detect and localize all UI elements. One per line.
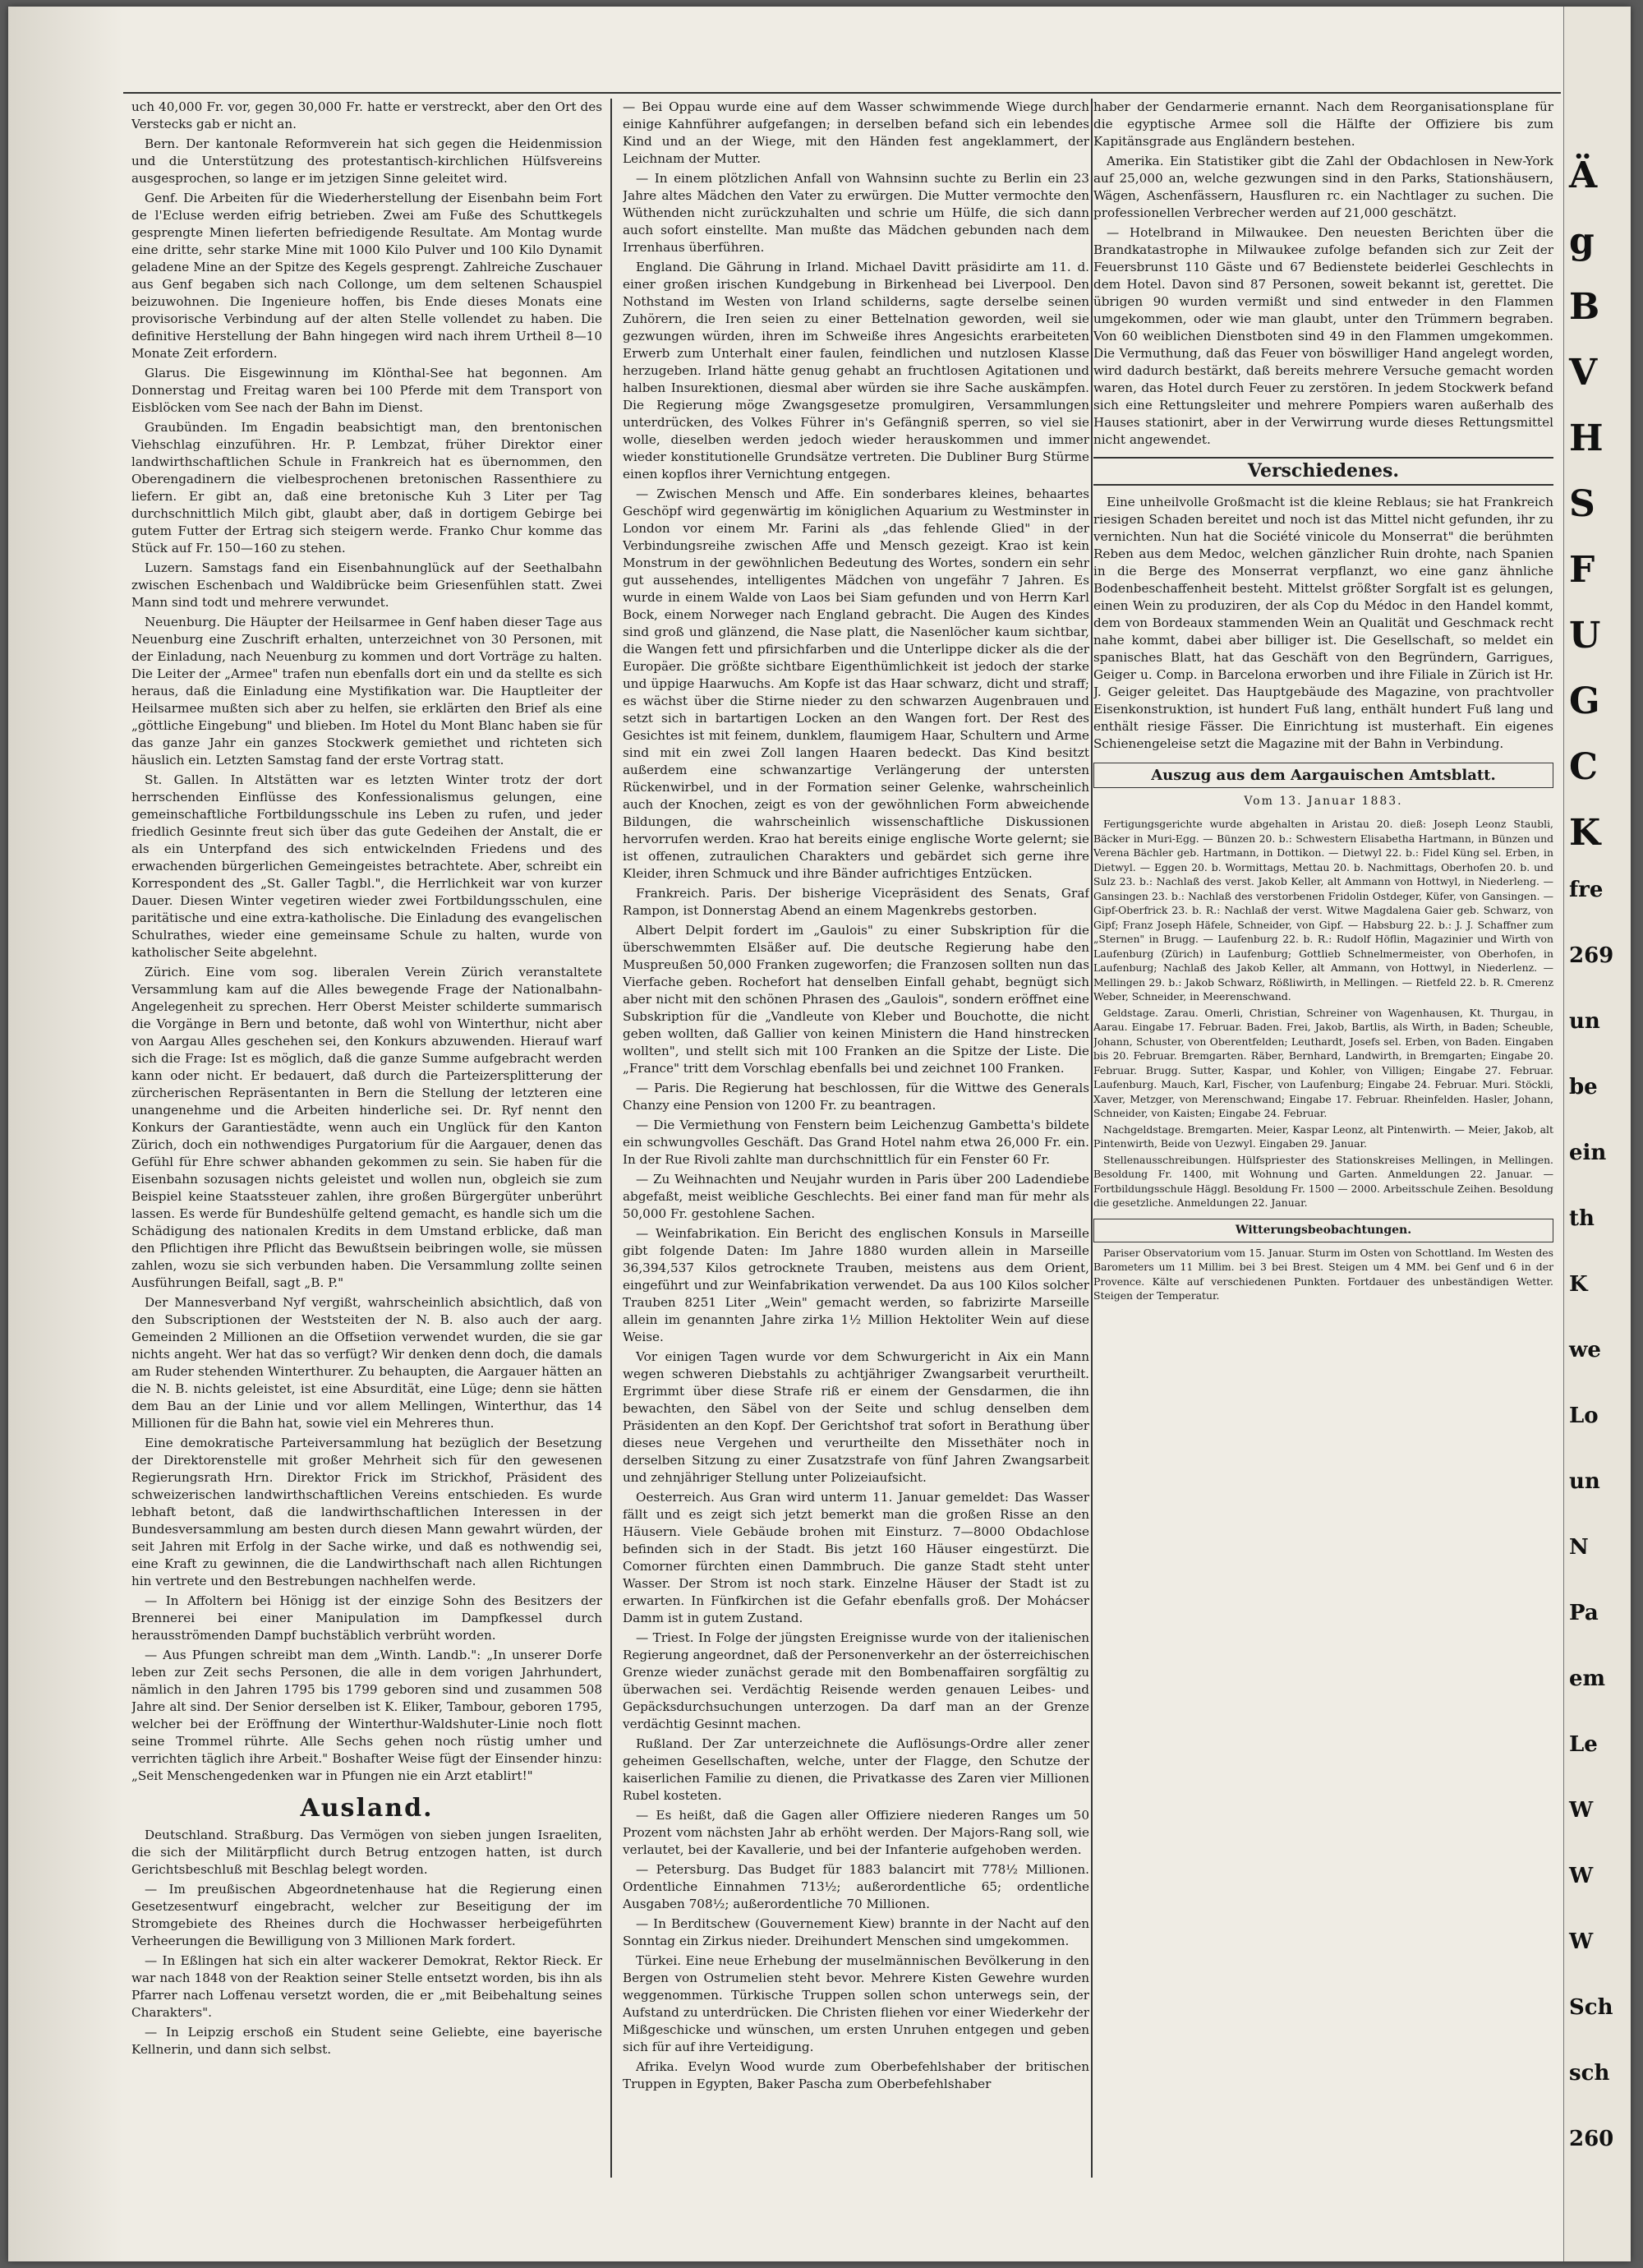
section-heading-ausland: Ausland.: [300, 1794, 434, 1823]
article-paragraph: — In Leipzig erschoß ein Student seine Geliebte, eine bayerische Kellnerin, und dann sich selbst.: [131, 2025, 602, 2057]
strip-fragment: ein: [1569, 1141, 1607, 1165]
strip-fragment: Le: [1569, 1732, 1598, 1757]
article-paragraph: — Petersburg. Das Budget für 1883 balancirt mit 778½ Millionen. Ordentliche Einnahmen 713½; außerordentliche 65; ordentliche Ausgaben 708½; außerordentliche 70 Millionen.: [623, 1862, 1089, 1911]
article-paragraph: Amerika. Ein Statistiker gibt die Zahl der Obdachlosen in New-York auf 25,000 an, welche gezwungen sind in den Parks, Stationshäusern, Wägen, Aschenfässern, Hausfluren rc. ein Nachtlager zu suchen. Die professionellen Verbrecher werden auf 21,000 geschätzt.: [1093, 154, 1553, 220]
article-paragraph: — In Eßlingen hat sich ein alter wackerer Demokrat, Rektor Rieck. Er war nach 1848 von der Reaktion seiner Stelle entsetzt worden, bis ihn als Pfarrer nach Loffenau versetzt worden, die er „mit Beibehaltung seines Charakters".: [131, 1953, 602, 2020]
official-gazette-heading: Auszug aus dem Aargauischen Amtsblatt.: [1093, 763, 1553, 788]
article-paragraph: — Bei Oppau wurde eine auf dem Wasser schwimmende Wiege durch einige Kahnführer aufgefangen; in derselben befand sich ein lebendes Kind und an der Wiege, mit den Händen fest angeklammert, der Leichnam der Mutter.: [623, 99, 1089, 166]
article-paragraph: Bern. Der kantonale Reformverein hat sich gegen die Heidenmission und die Unterstützung des protestantisch-kirchlichen Hülfsvereins ausgesprochen, so lange er im jetzigen Sinne geleitet wird.: [131, 136, 602, 186]
article-paragraph: Albert Delpit fordert im „Gaulois" zu einer Subskription für die überschwemmten Elsäßer auf. Die deutsche Regierung habe den Muspreußen 50,000 Franken zugeworfen; die Franzosen sollten nun das Vierfache geben. Rochefort hat denselben Einfall gehabt, begnügt sich aber nicht mit den schönen Phrasen des „Gaulois", sondern eröffnet eine Subskription für die „Vandleute von Kleber und Bouchotte, die nicht geben wollten, daß Gallier von keinen Ministern die Hand hinstrecken wollten", und stellt sich mit 100 Franken an die Spitze der Liste. Die „France" tritt dem Vorschlag ebenfalls bei und zeichnet 100 Franken.: [623, 923, 1089, 1076]
strip-fragment: Ä: [1569, 154, 1598, 196]
strip-fragment: W: [1569, 1929, 1594, 1954]
strip-fragment: Sch: [1569, 1995, 1613, 2020]
article-paragraph: — In Berditschew (Gouvernement Kiew) brannte in der Nacht auf den Sonntag ein Zirkus nieder. Dreihundert Menschen sind umgekommen.: [623, 1916, 1089, 1948]
top-rule: [123, 92, 1561, 94]
newspaper-page: [8, 7, 1631, 2261]
article-paragraph: Zürich. Eine vom sog. liberalen Verein Zürich veranstaltete Versammlung kam auf die Alles bewegende Frage der Nationalbahn-Angelegenheit zu sprechen. Herr Oberst Meister schilderte summarisch die Vorgänge in Bern und betonte, daß wohl von Winterthur, nicht aber von Aargau Alles geschehen sei, den Konkurs abzuwenden. Hierauf warf sich die Frage: Ist es möglich, daß die ganze Summe aufgebracht werden kann oder nicht. Er bedauert, daß durch die Parteizersplitterung der zürcherischen Repräsentanten in Bern die Stellung der letzteren eine unangenehme und die Arbeiten hinderliche sei. Dr. Ryf nennt den Konkurs der Garantiestädte, wenn auch ein Unglück für den Kanton Zürich, doch ein nothwendiges Purgatorium für die Aargauer, denen das Gefühl für Ehre schwer abhanden gekommen zu sein. Sie haben für die Eisenbahn sozusagen nichts geleistet und wollen nun, obgleich sie zum Beispiel keine Staatssteuer zahlen, ihre großen Bürgergüter unberührt lassen. Es werde für Bundeshülfe geltend gemacht, es handle sich um die Schädigung des nationalen Kredits in dem Umstand erblicke, daß man den Pflichtigen ihre Pflicht das Bewußtsein beibringen wolle, sie müssen zahlen, wozu sie sich verbunden haben. Die Versammlung zollte seinen Ausführungen Beifall, sagt „B. P.": [131, 965, 602, 1290]
article-paragraph: — Weinfabrikation. Ein Bericht des englischen Konsuls in Marseille gibt folgende Daten: Im Jahre 1880 wurden allein in Marseille 36,394,537 Kilos getrocknete Trauben, meistens aus dem Orient, eingeführt und zur Weinfabrikation verwendet. Da aus 100 Kilos solcher Trauben 8251 Liter „Wein" gemacht werden, so fabrizirte Marseille allein im genannten Jahre zirka 1½ Million Hektoliter Wein auf diese Weise.: [623, 1226, 1089, 1344]
article-paragraph: Stellenausschreibungen. Hülfspriester des Stationskreises Mellingen, in Mellingen. Besoldung Fr. 1400, mit Wohnung und Garten. Anmeldungen 22. Januar. — Fortbildungsschule Häggl. Besoldung Fr. 1500 — 2000. Arbeitsschule Zeihen. Besoldung die gesetzliche. Anmeldungen 22. Januar.: [1093, 1153, 1553, 1209]
article-paragraph: — Triest. In Folge der jüngsten Ereignisse wurde von der italienischen Regierung angeordnet, daß der Personenverkehr an der österreichischen Grenze wieder zunächst gerade mit den Bombenaffairen sorgfältig zu überwachen sei. Verdächtig Reisende werden genauen Leibes- und Gepäcksdurchsuchungen unterzogen. Da darf man an der Grenze verdächtig Gesinnt machen.: [623, 1630, 1089, 1731]
weather-heading: Witterungsbeobachtungen.: [1093, 1219, 1553, 1242]
strip-fragment: K: [1569, 1272, 1588, 1297]
article-paragraph: — In einem plötzlichen Anfall von Wahnsinn suchte zu Berlin ein 23 Jahre altes Mädchen den Vater zu erwürgen. Die Mutter vermochte den Wüthenden nicht zurückzuhalten und schrie um Hülfe, die sich dann auch sofort einstellte. Man mußte das Mädchen gebunden nach dem Irrenhaus überführen.: [623, 171, 1089, 255]
article-paragraph: — In Affoltern bei Hönigg ist der einzige Sohn des Besitzers der Brennerei bei einer Manipulation im Dampfkessel durch herausströmenden Dampf buchstäblich verbrüht worden.: [131, 1593, 602, 1643]
strip-fragment: un: [1569, 1469, 1600, 1494]
article-paragraph: Fertigungsgerichte wurde abgehalten in Aristau 20. dieß: Joseph Leonz Staubli, Bäcker in Muri-Egg. — Bünzen 20. b.: Schwestern Elisabetha Hartmann, in Bünzen und Verena Bächler geb. Hartmann, in Dottikon. — Dietwyl 22. b.: Fidel Küng sel. Erben, in Dietwyl. — Eggen 20. b. Wormittags, Mettau 20. b. Nachmittags, Oberhofen 20. b. und Sulz 23. b.: Nachlaß des verst. Jakob Keller, alt Ammann von Hottwyl, in Niederleng. — Gansingen 23. b.: Nachlaß des verstorbenen Fridolin Ostdeger, Küfer, von Gansingen. — Gipf-Oberfrick 23. b. R.: Nachlaß der verst. Witwe Magdalena Gaier geb. Schwarz, von Gipf; Franz Joseph Häfele, Schneider, von Gipf. — Habsburg 22. b.: J. J. Schaffner zum „Sternen" in Brugg. — Laufenburg 22. b. R.: Rudolf Höflin, Magazinier und Wirth von Laufenburg (Zürich) in Laufenburg; Gottlieb Schnelmermeister, von Oberhofen, in Laufenburg; Nachlaß des Jakob Keller, alt Ammann, von Hottwyl, in Niederlenz. — Mellingen 29. b.: Jakob Schwarz, Rößliwirth, in Mellingen. — Rietfeld 22. b. R. Cmerenz Weber, Schneider, in Meerenschwand.: [1093, 818, 1553, 1003]
strip-fragment: N: [1569, 1535, 1589, 1560]
strip-fragment: un: [1569, 1009, 1600, 1034]
strip-fragment: W: [1569, 1798, 1594, 1823]
strip-fragment: th: [1569, 1206, 1595, 1231]
strip-fragment: V: [1569, 352, 1598, 394]
article-paragraph: Eine unheilvolle Großmacht ist die kleine Reblaus; sie hat Frankreich riesigen Schaden bereitet und noch ist das Mittel nicht gefunden, ihr zu vernichten. Nun hat die Société vinicole du Monserrat" die berühmten Reben aus dem Medoc, welchen gänzlicher Ruin drohte, nach Spanien in die Berge des Monserrat verpflanzt, wo eine ganz ähnliche Bodenbeschaffenheit besteht. Mittelst größter Sorgfalt ist es gelungen, einen Wein zu produziren, der als Cop du Médoc in den Handel kommt, dem von Bordeaux stammenden Wein an Qualität und Geschmack recht nahe kommt, dabei aber billiger ist. Die Gesellschaft, so meldet ein spanisches Blatt, hat das Geschäft von den Begründern, Garrigues, Geiger u. Comp. in Barcelona erworben und ihre Filiale in Zürich ist Hr. J. Geiger geleitet. Das Hauptgebäude des Magazine, von prachtvoller Eisenkonstruktion, ist hundert Fuß lang, enthält hundert Fuß lang und enthält riesige Fässer. Die Einrichtung ist musterhaft. Ein eigenes Schienengeleise setzt die Magazine mit der Bahn in Verbindung.: [1093, 495, 1553, 751]
article-paragraph: Türkei. Eine neue Erhebung der muselmännischen Bevölkerung in den Bergen von Ostrumelien steht bevor. Mehrere Kisten Gewehre wurden weggenommen. Türkische Truppen sollen schon unterwegs sein, der Aufstand zu unterdrücken. Die Christen fliehen vor einer Wiederkehr der Mißgeschicke und wünschen, um ersten Unruhen entgegen und geben sich für auf ihre Verteidigung.: [623, 1953, 1089, 2054]
strip-fragment: fre: [1569, 878, 1604, 902]
strip-fragment: S: [1569, 483, 1595, 525]
article-paragraph: — Es heißt, daß die Gagen aller Offiziere niederen Ranges um 50 Prozent vom nächsten Jahr ab erhöht werden. Der Majors-Rang soll, wie verlautet, bei der Kavallerie, und bei der Infanterie aufgehoben werden.: [623, 1808, 1089, 1857]
section-heading-verschiedenes: Verschiedenes.: [1093, 457, 1553, 486]
column-2: [623, 99, 1089, 2178]
adjacent-page-strip: [1563, 7, 1631, 2261]
strip-fragment: C: [1569, 746, 1599, 788]
strip-fragment: Pa: [1569, 1601, 1599, 1625]
column-rule: [610, 99, 612, 2178]
article-paragraph: Afrika. Evelyn Wood wurde zum Oberbefehlshaber der britischen Truppen in Egypten, Baker Pascha zum Oberbefehlshaber: [623, 2059, 1089, 2091]
strip-fragment: be: [1569, 1075, 1598, 1099]
weather-body: [1093, 1246, 1553, 1303]
article-paragraph: Frankreich. Paris. Der bisherige Vicepräsident des Senats, Graf Rampon, ist Donnerstag Abend an einem Magenkrebs gestorben.: [623, 886, 1089, 918]
article-paragraph: Eine demokratische Parteiversammlung hat bezüglich der Besetzung der Direktorenstelle mit großer Mehrheit sich für den gewesenen Regierungsrath Hrn. Direktor Frick im Strickhof, Präsident des schweizerischen landwirthschaftlichen Vereins entschieden. Es wurde lebhaft betont, daß die landwirthschaftlichen Interessen in der Bundesversammlung am besten durch diesen Mann gewahrt würden, der seit Jahren mit Erfolg in der Sache wirke, und daß es nothwendig sei, eine Kraft zu gewinnen, die die Landwirthschaft nach allen Richtungen hin vertrete und den Bestrebungen nachhelfen werde.: [131, 1436, 602, 1588]
article-paragraph: Genf. Die Arbeiten für die Wiederherstellung der Eisenbahn beim Fort de l'Ecluse werden eifrig betrieben. Zwei am Fuße des Schuttkegels gesprengte Minen lieferten befriedigende Resultate. Am Montag wurde eine dritte, sehr starke Mine mit 1000 Kilo Pulver und 100 Kilo Dynamit geladene Mine an der Spitze des Kegels gesprengt. Zahlreiche Zuschauer aus Genf begaben sich nach Collonge, um dem seltenen Schauspiel beizuwohnen. Die Ingenieure hoffen, bis Ende dieses Monats eine provisorische Verbindung auf der alten Stelle vollendet zu haben. Die definitive Herstellung der Bahn hingegen wird nach ihrem Urtheil 8—10 Monate Zeit erfordern.: [131, 191, 602, 361]
article-paragraph: uch 40,000 Fr. vor, gegen 30,000 Fr. hatte er verstreckt, aber den Ort des Verstecks gab er nicht an.: [131, 99, 602, 131]
article-paragraph: Pariser Observatorium vom 15. Januar. Sturm im Osten von Schottland. Im Westen des Barometers um 11 Millim. bei 3 bei Brest. Steigen um 4 MM. bei Genf und 6 in der Provence. Kälte auf verschiedenen Punkten. Fortdauer des unbeständigen Wetter. Steigen der Temperatur.: [1093, 1246, 1553, 1302]
strip-fragment: Lo: [1569, 1404, 1599, 1428]
article-paragraph: Der Mannesverband Nyf vergißt, wahrscheinlich absichtlich, daß von den Subscriptionen der Weststeiten der N. B. also auch der aarg. Gemeinden 2 Millionen an die Offsetiion verwendet wurden, die sie gar nichts angeht. Wer hat das so verfügt? Wir denken denn doch, die damals am Ruder stehenden Winterthurer. Zu behaupten, die Aargauer hätten an die N. B. nichts geleistet, ist eine Absurdität, eine Lüge; denn sie hätten dem Bau an der Linie und vor allem Mellingen, Winterthur, das 14 Millionen für die Bahn hat, sowie viel ein Mehreres thun.: [131, 1295, 602, 1431]
strip-fragment: we: [1569, 1338, 1601, 1362]
article-paragraph: Luzern. Samstags fand ein Eisenbahnunglück auf der Seethalbahn zwischen Eschenbach und Waldibrücke beim Griesenfühlen statt. Zwei Mann sind todt und mehrere verwundet.: [131, 560, 602, 610]
article-paragraph: Deutschland. Straßburg. Das Vermögen von sieben jungen Israeliten, die sich der Militärpflicht durch Betrug entzogen hatten, ist durch Gerichtsbeschluß mit Beschlag belegt worden.: [131, 1828, 602, 1877]
article-paragraph: haber der Gendarmerie ernannt. Nach dem Reorganisationsplane für die egyptische Armee soll die Hälfte der Offiziere bis zum Kapitänsgrade aus Engländern bestehen.: [1093, 99, 1553, 149]
strip-fragment: B: [1569, 286, 1600, 328]
strip-fragment: G: [1569, 680, 1600, 722]
official-gazette-body: [1093, 817, 1553, 1210]
article-paragraph: Vor einigen Tagen wurde vor dem Schwurgericht in Aix ein Mann wegen schweren Diebstahls zu achtjähriger Zwangsarbeit verurtheilt. Ergrimmt über diese Strafe riß er einem der Gensdarmen, die ihn bewachten, den Säbel von der Seite und schlug denselben dem Präsidenten an den Kopf. Der Gerichtshof trat sofort in Berathung über dieses neue Vergehen und verurtheilte den Missethäter noch in derselben Sitzung zu einer Zusatzstrafe von fünf Jahren Zwangsarbeit und zehnjähriger Stellung unter Polizeiaufsicht.: [623, 1349, 1089, 1485]
strip-fragment: H: [1569, 417, 1604, 459]
strip-fragment: sch: [1569, 2061, 1610, 2086]
column-rule: [1091, 99, 1093, 2178]
strip-fragment: F: [1569, 549, 1595, 591]
column-1: [131, 99, 602, 2178]
article-paragraph: — Im preußischen Abgeordnetenhause hat die Regierung einen Gesetzesentwurf eingebracht, welcher zur Beseitigung der im Stromgebiete des Rheines durch die Hochwasser herbeigeführten Verheerungen die Bewilligung von 3 Millionen Mark fordert.: [131, 1882, 602, 1948]
article-paragraph: Oesterreich. Aus Gran wird unterm 11. Januar gemeldet: Das Wasser fällt und es zeigt sich jetzt bemerkt man die großen Risse an den Häusern. Viele Gebäude brohen mit Einsturz. 7—8000 Obdachlose befinden sich in der Stadt. Bis jetzt 160 Häuser eingestürzt. Die Comorner fürchten einen Dammbruch. Die ganze Stadt steht unter Wasser. Der Strom ist noch stark. Einzelne Häuser der Stadt ist zu erwarten. In Fünfkirchen ist die Gefahr ebenfalls groß. Der Mohácser Damm ist in gutem Zustand.: [623, 1490, 1089, 1625]
strip-fragment: U: [1569, 615, 1601, 657]
article-paragraph: England. Die Gährung in Irland. Michael Davitt präsidirte am 11. d. einer großen irischen Kundgebung in Birkenhead bei Liverpool. Den Nothstand im Westen von Irland schilderns, sagte derselbe seinen Zuhörern, die Iren seien zu einer Bettelnation geworden, weil sie gezwungen würden, ihren im Schweiße ihres Angesichts erarbeiteten Erwerb zum Unterhalt einer faulen, feindlichen und nutzlosen Klasse herzugeben. Irland hätte genug gehabt an fruchtlosen Agitationen und halben Insurektionen, diesmal aber würden sie ihre Sache auskämpfen. Die Regierung möge Zwangsgesetze promulgiren, Versammlungen unterdrücken, des Volkes Führer in's Gefängniß sperren, so viel sie wolle, dieselben werden jedoch wieder herauskommen und immer wieder konstitutionelle Grundsätze vertreten. Die Dubliner Burg Stürme einen kopflos ihrer Vernichtung entgegen.: [623, 260, 1089, 482]
strip-fragment: K: [1569, 812, 1601, 854]
strip-fragment: g: [1569, 220, 1595, 262]
article-paragraph: Neuenburg. Die Häupter der Heilsarmee in Genf haben dieser Tage aus Neuenburg eine Zuschrift erhalten, unterzeichnet von 30 Personen, mit der Einladung, nach Neuenburg zu kommen und dort Vorträge zu halten. Die Leiter der „Armee" trafen nun ebenfalls dort ein und da stellte es sich heraus, daß die Einladung eine Mystifikation war. Die Hauptleiter der Heilsarmee mußten sich aber zu helfen, sie erklärten den Brief als eine „göttliche Eingebung" und blieben. Im Hotel du Mont Blanc haben sie für das ganze Jahr ein ganzes Stockwerk gemiethet und richteten sich häuslich ein. Letzten Samstag fand der erste Vortrag statt.: [131, 615, 602, 768]
strip-fragment: 269: [1569, 943, 1614, 968]
article-paragraph: — Aus Pfungen schreibt man dem „Winth. Landb.": „In unserer Dorfe leben zur Zeit sechs Personen, die alle in dem vorigen Jahrhundert, nämlich in den Jahren 1795 bis 1799 geboren sind und zusammen 508 Jahre alt sind. Der Senior derselben ist K. Eliker, Tambour, geboren 1795, welcher bei der Eröffnung der Winterthur-Waldshuter-Linie noch flott seine Trommel rührte. Alle Sechs gehen noch rüstig umher und verrichten täglich ihre Arbeit." Boshafter Weise fügt der Einsender hinzu: „Seit Menschengedenken war in Pfungen nie ein Arzt etablirt!": [131, 1648, 602, 1783]
article-paragraph: — Hotelbrand in Milwaukee. Den neuesten Berichten über die Brandkatastrophe in Milwaukee zufolge befanden sich zur Zeit der Feuersbrunst 110 Gäste und 67 Bedienstete beiderlei Geschlechts in dem Hotel. Davon sind 87 Personen, soweit bekannt ist, gerettet. Die übrigen 90 wurden vermißt und sind entweder in den Flammen umgekommen, oder wie man glaubt, unter den Trümmern begraben. Von 60 weiblichen Dienstboten sind 49 in den Flammen umgekommen. Die Vermuthung, daß das Feuer von böswilliger Hand angelegt worden, wird dadurch bestärkt, daß bereits mehrere Versuche gemacht worden waren, das Hotel durch Feuer zu zerstören. In jedem Stockwerk befand sich eine Rettungsleiter und mehrere Pompiers waren außerhalb des Hauses stationirt, aber in der Verwirrung wurde dieses Rettungsmittel nicht angewendet.: [1093, 225, 1553, 447]
article-paragraph: Graubünden. Im Engadin beabsichtigt man, den brentonischen Viehschlag einzuführen. Hr. P. Lembzat, früher Direktor einer landwirthschaftlichen Schule in Frankreich hat es übernommen, den Oberengadinern die vielbesprochenen bretonischen Rassenthiere zu liefern. Er gibt an, daß eine bretonische Kuh 3 Liter per Tag durchschnittlich Milch gibt, glaubt aber, daß in dortigem Gebirge bei gutem Futter der Ertrag sich steigern werde. Franko Chur komme das Stück auf Fr. 150—160 zu stehen.: [131, 420, 602, 555]
article-paragraph: Glarus. Die Eisgewinnung im Klönthal-See hat begonnen. Am Donnerstag und Freitag waren bei 100 Pferde mit dem Transport von Eisblöcken vom See nach der Bahn im Dienst.: [131, 366, 602, 415]
article-paragraph: Geldstage. Zarau. Omerli, Christian, Schreiner von Wagenhausen, Kt. Thurgau, in Aarau. Eingabe 17. Februar. Baden. Frei, Jakob, Bartlis, als Wirth, in Baden; Scheuble, Johann, Schuster, von Oberentfelden; Leuthardt, Josefs sel. Erben, von Baden. Eingaben bis 20. Februar. Bremgarten. Räber, Bernhard, Landwirth, in Bremgarten; Eingabe 20. Februar. Brugg. Sutter, Kaspar, und Kohler, von Villigen; Eingabe 27. Februar. Laufenburg. Mauch, Karl, Fischer, von Laufenburg; Eingabe 24. Februar. Muri. Stöckli, Xaver, Metzger, von Merenschwand; Eingabe 17. Februar. Rheinfelden. Hasler, Johann, Schneider, von Kaisten; Eingabe 24. Februar.: [1093, 1006, 1553, 1119]
page-edge-shade: [8, 7, 123, 2261]
official-gazette-date: Vom 13. Januar 1883.: [1244, 795, 1403, 808]
article-paragraph: Nachgeldstage. Bremgarten. Meier, Kaspar Leonz, alt Pintenwirth. — Meier, Jakob, alt Pintenwirth, Beide von Uezwyl. Eingaben 29. Januar.: [1093, 1122, 1553, 1150]
strip-fragment: em: [1569, 1666, 1606, 1691]
article-paragraph: Rußland. Der Zar unterzeichnete die Auflösungs-Ordre aller zener geheimen Gesellschaften, welche, unter der Flagge, den Schutze der kaiserlichen Familie zu dienen, die Privatkasse des Zaren vier Millionen Rubel kosteten.: [623, 1736, 1089, 1803]
strip-fragment: 260: [1569, 2127, 1614, 2151]
article-paragraph: — Zu Weihnachten und Neujahr wurden in Paris über 200 Ladendiebe abgefaßt, meist weibliche Geschlechts. Bei einer fand man für mehr als 50,000 Fr. gestohlene Sachen.: [623, 1172, 1089, 1221]
article-paragraph: — Zwischen Mensch und Affe. Ein sonderbares kleines, behaartes Geschöpf wird gegenwärtig im königlichen Aquarium zu Westminster in London vor einem Mr. Farini als „das fehlende Glied" in der Verbindungsreihe zwischen Affe und Mensch gezeigt. Krao ist kein Monstrum in der gewöhnlichen Bedeutung des Wortes, sondern ein sehr gut aussehendes, intelligentes Mädchen von ungefähr 7 Jahren. Es wurde in einem Walde von Laos bei Siam gefunden und von Herrn Karl Bock, einem Norweger nach England gebracht. Die Augen des Kindes sind groß und glänzend, die Nase platt, die Nasenlöcher kaum sichtbar, die Wangen fett und pfirsichfarben und die Unterlippe dicker als die der Europäer. Die größte sichtbare Eigenthümlichkeit ist jedoch der starke und üppige Haarwuchs. Am Kopfe ist das Haar schwarz, dicht und straff; es wächst über die Stirne nieder zu den schwarzen Augenbrauen und setzt sich in bartartigen Locken an den Wangen fort. Der Rest des Gesichtes ist mit feinem, dunklem, flaumigem Haar, Schultern und Arme sind mit ein zwei Zoll langen Haaren bedeckt. Das Kind besitzt außerdem eine schwanzartige Verlängerung der untersten Rückenwirbel, und in der Formation seiner Gelenke, wahrscheinlich auch der Knochen, zeigt es von der gewöhnlichen Form abweichende Bildungen, die wahrscheinlich wissenschaftliche Diskussionen hervorrufen werden. Krao hat bereits einige englische Worte gelernt; sie ist offenen, zutraulichen Charakters und gebärdet sich gerne ihre Kleider, ihren Schmuck und ihre Bänder aufrichtiges Entzücken.: [623, 486, 1089, 881]
strip-fragment: W: [1569, 1864, 1594, 1888]
column-3: [1093, 99, 1553, 2178]
article-paragraph: St. Gallen. In Altstätten war es letzten Winter trotz der dort herrschenden Einflüsse des Konfessionalismus gelungen, eine gemeinschaftliche Fortbildungsschule ins Leben zu rufen, und jeder friedlich Gesinnte freut sich über das gute Gedeihen der Anstalt, die er als ein Unterpfand des sich entwickelnden Friedens und des erwachenden bürgerlichen Gemeingeistes betrachtete. Aber, schreibt ein Korrespondent des „St. Galler Tagbl.", die Herrlichkeit war von kurzer Dauer. Diesen Winter vegetiren wieder zwei Fortbildungsschulen, eine paritätische und eine extra-katholische. Die Einladung des evangelischen Schulrathes, wieder eine gemeinsame Schule zu halten, wurde von katholischer Seite abgelehnt.: [131, 772, 602, 960]
article-paragraph: — Die Vermiethung von Fenstern beim Leichenzug Gambetta's bildete ein schwungvolles Geschäft. Das Grand Hotel nahm etwa 26,000 Fr. ein. In der Rue Rivoli zahlte man durchschnittlich für ein Fenster 60 Fr.: [623, 1118, 1089, 1167]
article-paragraph: — Paris. Die Regierung hat beschlossen, für die Wittwe des Generals Chanzy eine Pension von 1200 Fr. zu beantragen.: [623, 1081, 1089, 1113]
